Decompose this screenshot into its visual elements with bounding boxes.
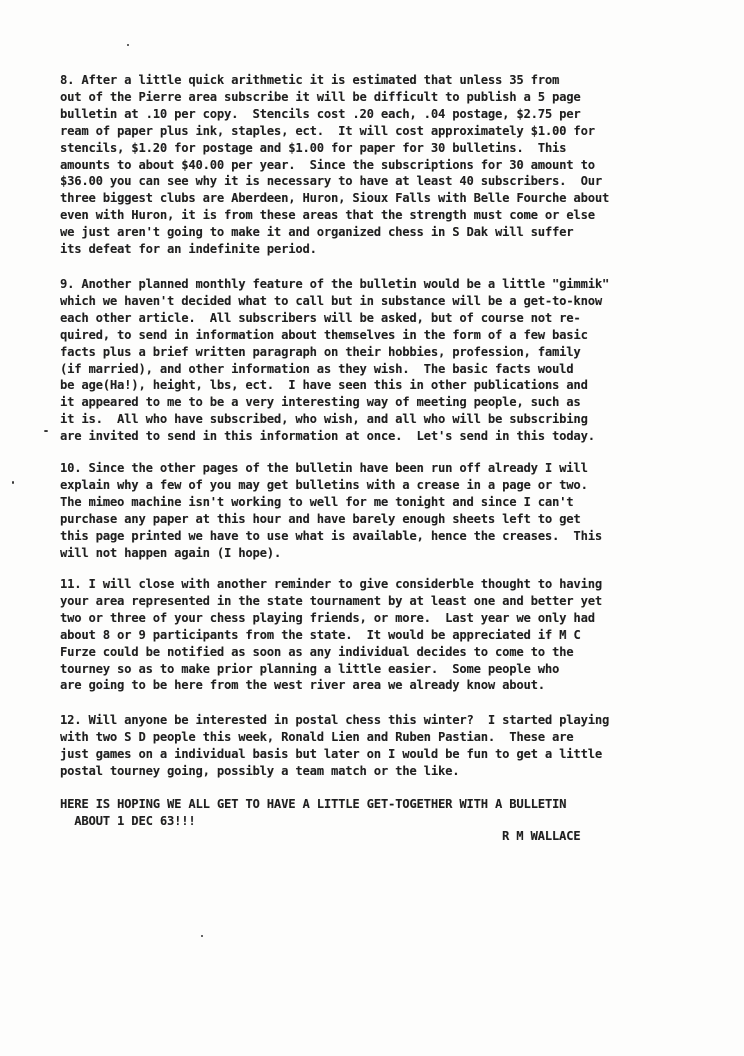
text-line: Furze could be notified as soon as any individual decides to come to the bbox=[60, 644, 574, 659]
text-line: three biggest clubs are Aberdeen, Huron, Sioux Falls with Belle Fourche about bbox=[60, 191, 610, 206]
text-line: 11. I will close with another reminder to give considerble thought to having bbox=[60, 577, 602, 591]
text-line: are invited to send in this information at once. Let's send in this today. bbox=[60, 429, 595, 444]
page-speck bbox=[127, 44, 129, 46]
text-line: postal tourney going, possibly a team match or the like. bbox=[60, 763, 460, 778]
text-line: just games on a individual basis but later on I would be fun to get a little bbox=[60, 746, 602, 761]
signature bbox=[502, 828, 580, 845]
text-line: purchase any paper at this hour and have barely enough sheets left to get bbox=[60, 511, 581, 526]
text-line: tourney so as to make prior planning a little easier. Some people who bbox=[60, 661, 560, 676]
signature-name: R M WALLACE bbox=[502, 829, 581, 843]
paragraph-8 bbox=[60, 72, 720, 258]
text-line: stencils, $1.20 for postage and $1.00 for paper for 30 bulletins. This bbox=[60, 140, 567, 155]
text-line: ream of paper plus ink, staples, ect. It will cost approximately $1.00 for bbox=[60, 123, 595, 138]
text-line: we just aren't going to make it and organized chess in S Dak will suffer bbox=[60, 225, 574, 240]
closing-note bbox=[60, 796, 720, 830]
text-line: (if married), and other information as they wish. The basic facts would bbox=[60, 361, 574, 376]
text-line: it is. All who have subscribed, who wish, and all who will be subscribing bbox=[60, 412, 588, 427]
closing-line: ABOUT 1 DEC 63!!! bbox=[60, 813, 196, 828]
text-line: quired, to send in information about themselves in the form of a few basic bbox=[60, 327, 588, 342]
page-speck bbox=[44, 430, 48, 432]
closing-line: HERE IS HOPING WE ALL GET TO HAVE A LITTLE GET-TOGETHER WITH A BULLETIN bbox=[60, 797, 567, 811]
text-line: 8. After a little quick arithmetic it is estimated that unless 35 from bbox=[60, 73, 560, 87]
text-line: this page printed we have to use what is available, hence the creases. This bbox=[60, 528, 602, 543]
paragraph-12 bbox=[60, 712, 720, 780]
paragraph-9 bbox=[60, 276, 720, 445]
page-speck bbox=[201, 935, 203, 937]
page-speck bbox=[12, 481, 14, 484]
text-line: 9. Another planned monthly feature of the bulletin would be a little "gimmik" bbox=[60, 277, 610, 291]
text-line: facts plus a brief written paragraph on their hobbies, profession, family bbox=[60, 344, 581, 359]
text-line: its defeat for an indefinite period. bbox=[60, 242, 317, 257]
text-line: The mimeo machine isn't working to well for me tonight and since I can't bbox=[60, 494, 574, 509]
text-line: out of the Pierre area subscribe it will be difficult to publish a 5 page bbox=[60, 89, 581, 104]
text-line: will not happen again (I hope). bbox=[60, 545, 282, 560]
paragraph-10 bbox=[60, 460, 720, 561]
text-line: which we haven't decided what to call but in substance will be a get-to-know bbox=[60, 293, 602, 308]
text-line: explain why a few of you may get bulletins with a crease in a page or two. bbox=[60, 477, 588, 492]
text-line: with two S D people this week, Ronald Lien and Ruben Pastian. These are bbox=[60, 729, 574, 744]
text-line: 12. Will anyone be interested in postal chess this winter? I started playing bbox=[60, 713, 610, 727]
text-line: each other article. All subscribers will be asked, but of course not re- bbox=[60, 310, 581, 325]
text-line: amounts to about $40.00 per year. Since the subscriptions for 30 amount to bbox=[60, 157, 595, 172]
text-line: even with Huron, it is from these areas that the strength must come or else bbox=[60, 208, 595, 223]
text-line: be age(Ha!), height, lbs, ect. I have seen this in other publications and bbox=[60, 378, 588, 393]
text-line: about 8 or 9 participants from the state. It would be appreciated if M C bbox=[60, 627, 581, 642]
text-line: are going to be here from the west river area we already know about. bbox=[60, 678, 545, 693]
paragraph-11 bbox=[60, 576, 720, 694]
text-line: $36.00 you can see why it is necessary to have at least 40 subscribers. Our bbox=[60, 174, 602, 189]
text-line: bulletin at .10 per copy. Stencils cost .20 each, .04 postage, $2.75 per bbox=[60, 106, 581, 121]
text-line: it appeared to me to be a very interesting way of meeting people, such as bbox=[60, 395, 581, 410]
text-line: your area represented in the state tournament by at least one and better yet bbox=[60, 593, 602, 608]
text-line: 10. Since the other pages of the bulletin have been run off already I will bbox=[60, 461, 588, 475]
text-line: two or three of your chess playing friends, or more. Last year we only had bbox=[60, 610, 595, 625]
